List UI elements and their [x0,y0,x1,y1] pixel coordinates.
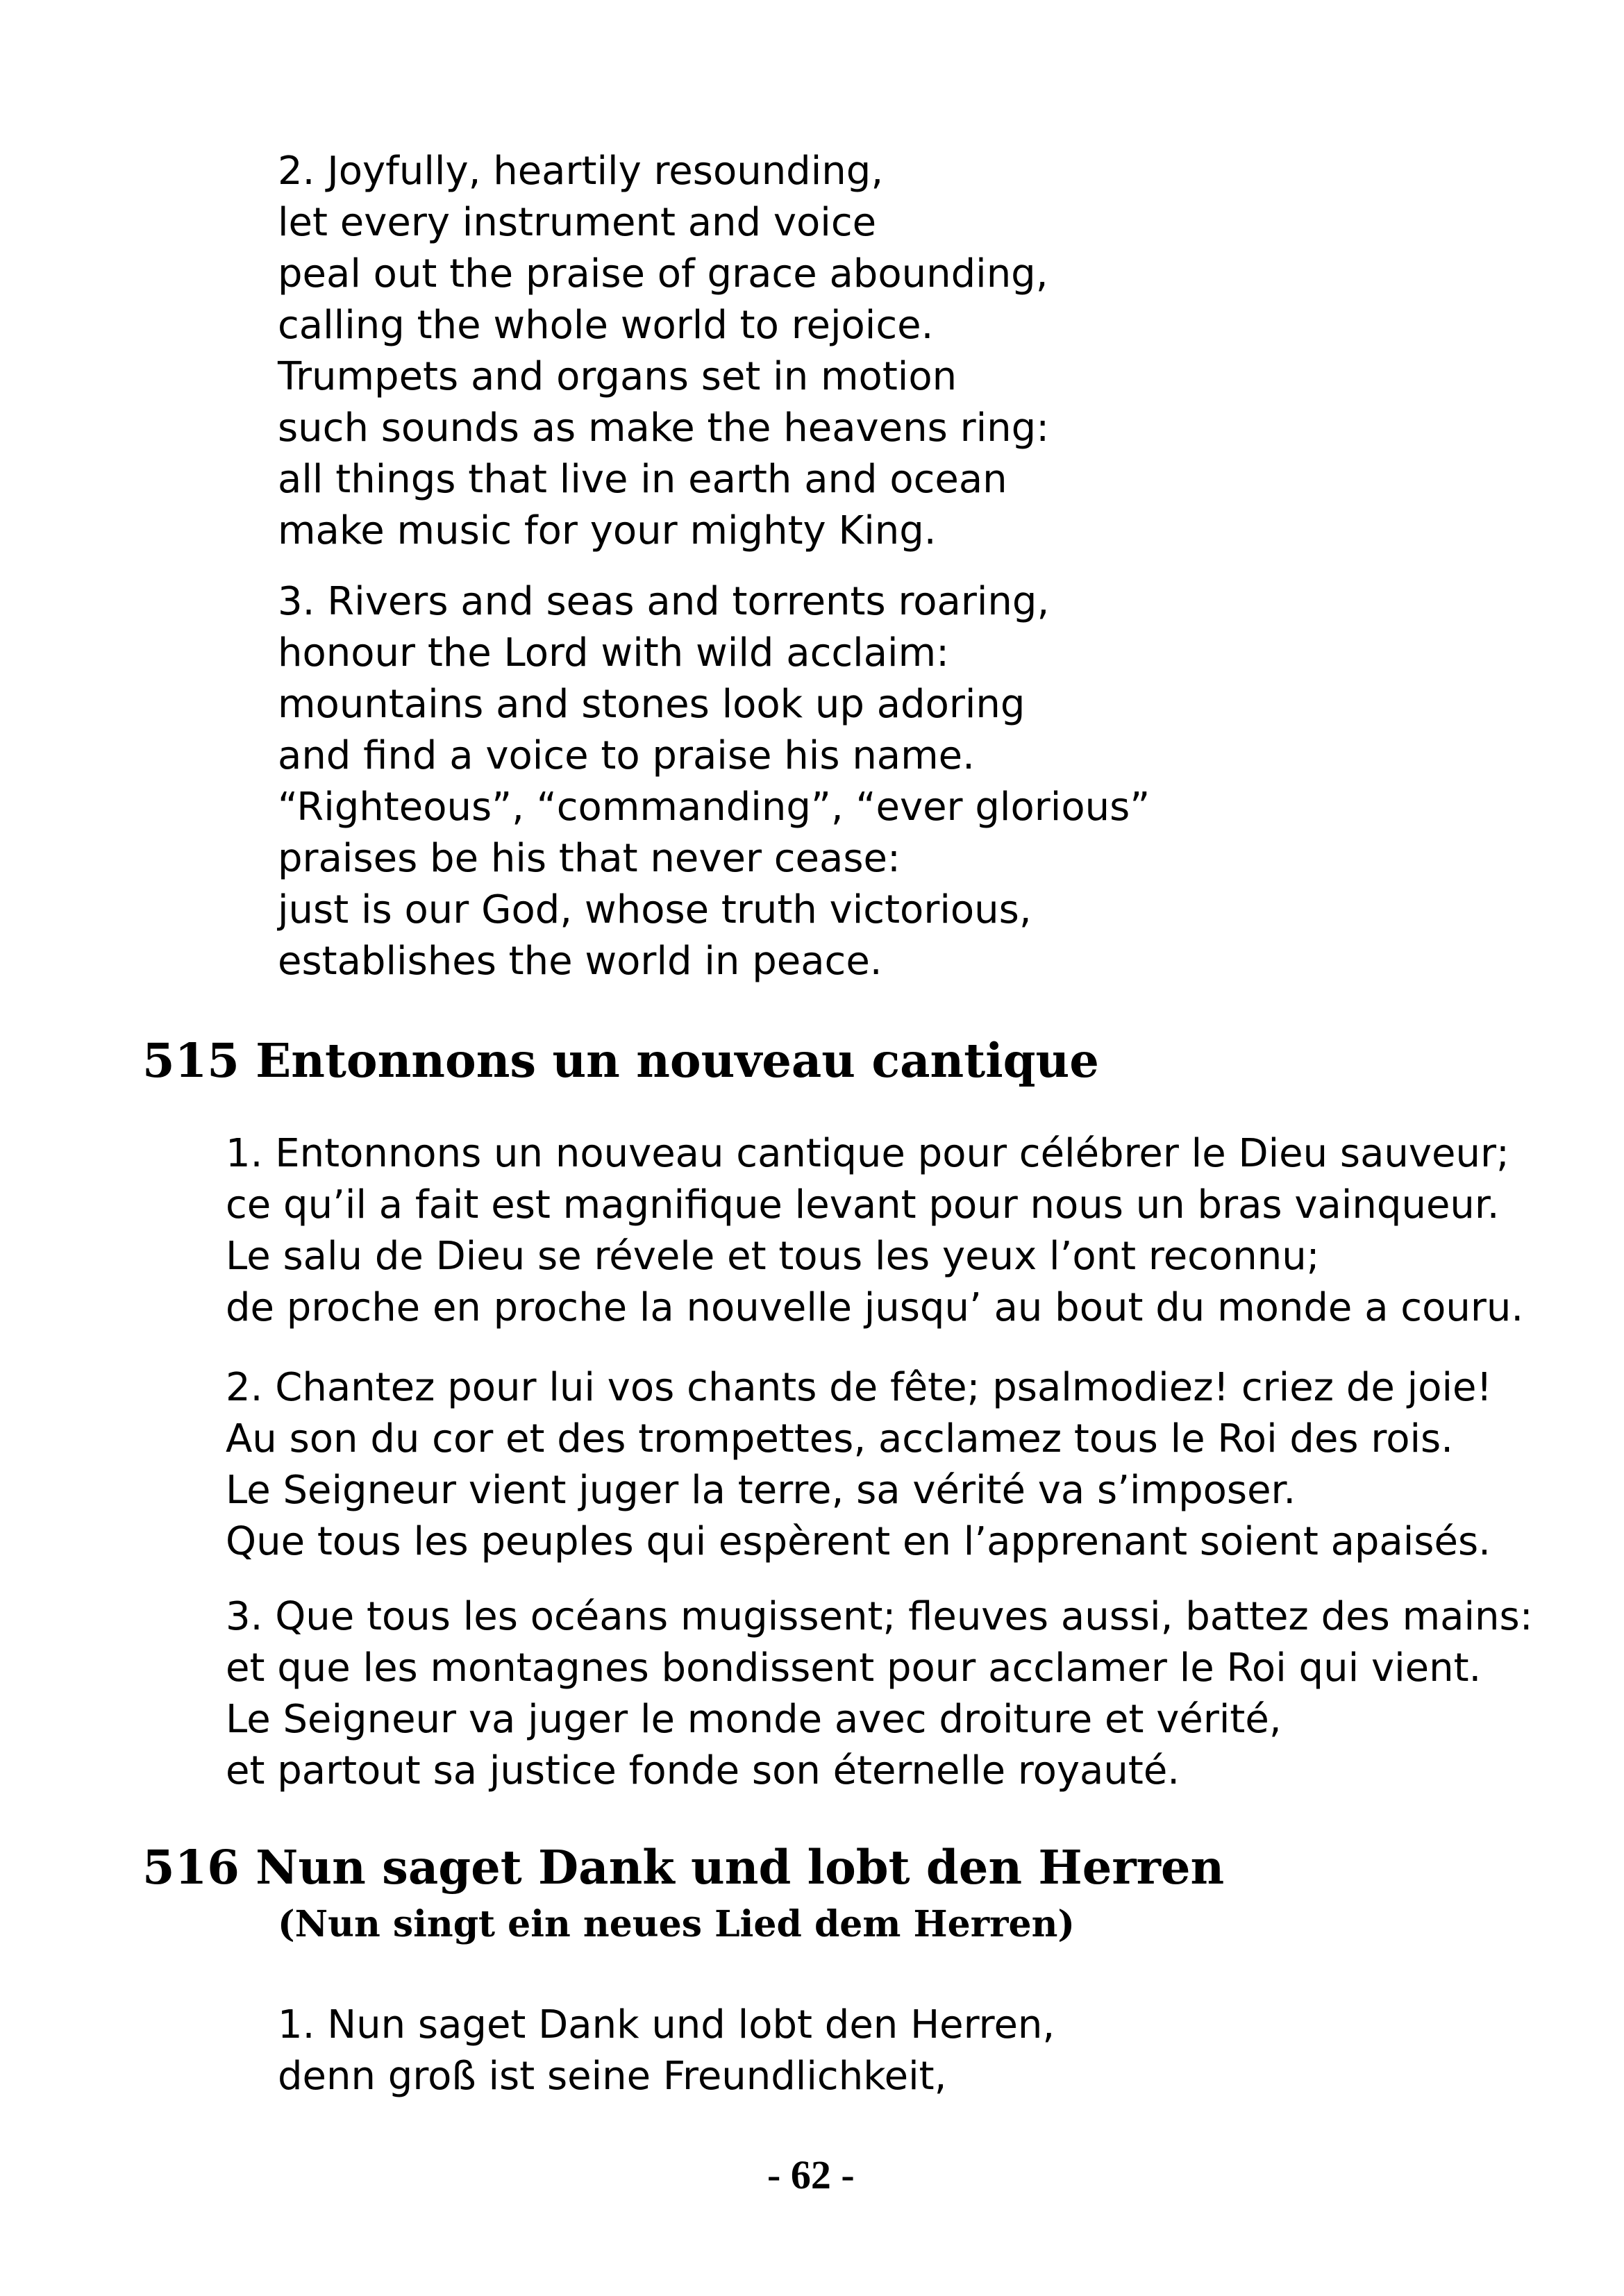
hymn-516-subtitle: (Nun singt ein neues Lied dem Herren) [278,1903,1075,1945]
verse-line: such sounds as make the heavens ring: [278,405,1050,451]
verse-line: et que les montagnes bondissent pour acclamer le Roi qui vient. [226,1645,1482,1691]
verse-line: de proche en proche la nouvelle jusqu’ au bout du monde a couru. [226,1285,1524,1330]
verse-line: Le Seigneur va juger le monde avec droiture et vérité, [226,1697,1282,1742]
verse-line: just is our God, whose truth victorious, [278,887,1032,932]
hymn-514-verse-3 [278,576,1150,987]
verse-line: establishes the world in peace. [278,939,882,984]
verse-line: calling the whole world to rejoice. [278,303,934,348]
verse-line: Le Seigneur vient juger la terre, sa vérité va s’imposer. [226,1468,1296,1513]
hymn-515-title: 515 Entonnons un nouveau cantique [142,1033,1099,1088]
verse-line: et partout sa justice fonde son éternelle royauté. [226,1748,1180,1793]
verse-line: denn groß ist seine Freundlichkeit, [278,2054,947,2099]
verse-line: praises be his that never cease: [278,836,901,881]
verse-line: honour the Lord with wild acclaim: [278,630,950,676]
verse-line: Au son du cor et des trompettes, acclamez tous le Roi des rois. [226,1416,1453,1461]
hymn-515-verse-1 [226,1128,1523,1334]
verse-line: 1. Nun saget Dank und lobt den Herren, [278,2002,1055,2047]
verse-line: 3. Que tous les océans mugissent; fleuves aussi, battez des mains: [226,1594,1533,1639]
hymn-515-verse-3 [226,1591,1533,1797]
verse-line: 2. Joyfully, heartily resounding, [278,149,884,194]
verse-line: make music for your mighty King. [278,508,937,553]
verse-line: and find a voice to praise his name. [278,733,975,778]
verse-line: “Righteous”, “commanding”, “ever glorious” [278,785,1150,830]
verse-line: Le salu de Dieu se révele et tous les yeux l’ont reconnu; [226,1234,1320,1279]
verse-line: Que tous les peuples qui espèrent en l’apprenant soient apaisés. [226,1519,1491,1564]
hymn-515-verse-2 [226,1362,1492,1568]
verse-line: ce qu’il a fait est magnifique levant pour nous un bras vainqueur. [226,1182,1500,1227]
verse-line: peal out the praise of grace abounding, [278,251,1048,296]
verse-line: Trumpets and organs set in motion [278,354,957,399]
hymn-514-verse-2 [278,146,1049,557]
verse-line: 1. Entonnons un nouveau cantique pour célébrer le Dieu sauveur; [226,1131,1509,1176]
verse-line: all things that live in earth and ocean [278,457,1007,502]
page-number: - 62 - [767,2152,855,2197]
verse-line: 2. Chantez pour lui vos chants de fête; psalmodiez! criez de joie! [226,1365,1492,1410]
verse-line: mountains and stones look up adoring [278,682,1026,727]
verse-line: 3. Rivers and seas and torrents roaring, [278,579,1050,624]
hymn-516-title: 516 Nun saget Dank und lobt den Herren [142,1840,1225,1895]
verse-line: let every instrument and voice [278,200,877,245]
hymn-516-verse-1 [278,2000,1055,2102]
